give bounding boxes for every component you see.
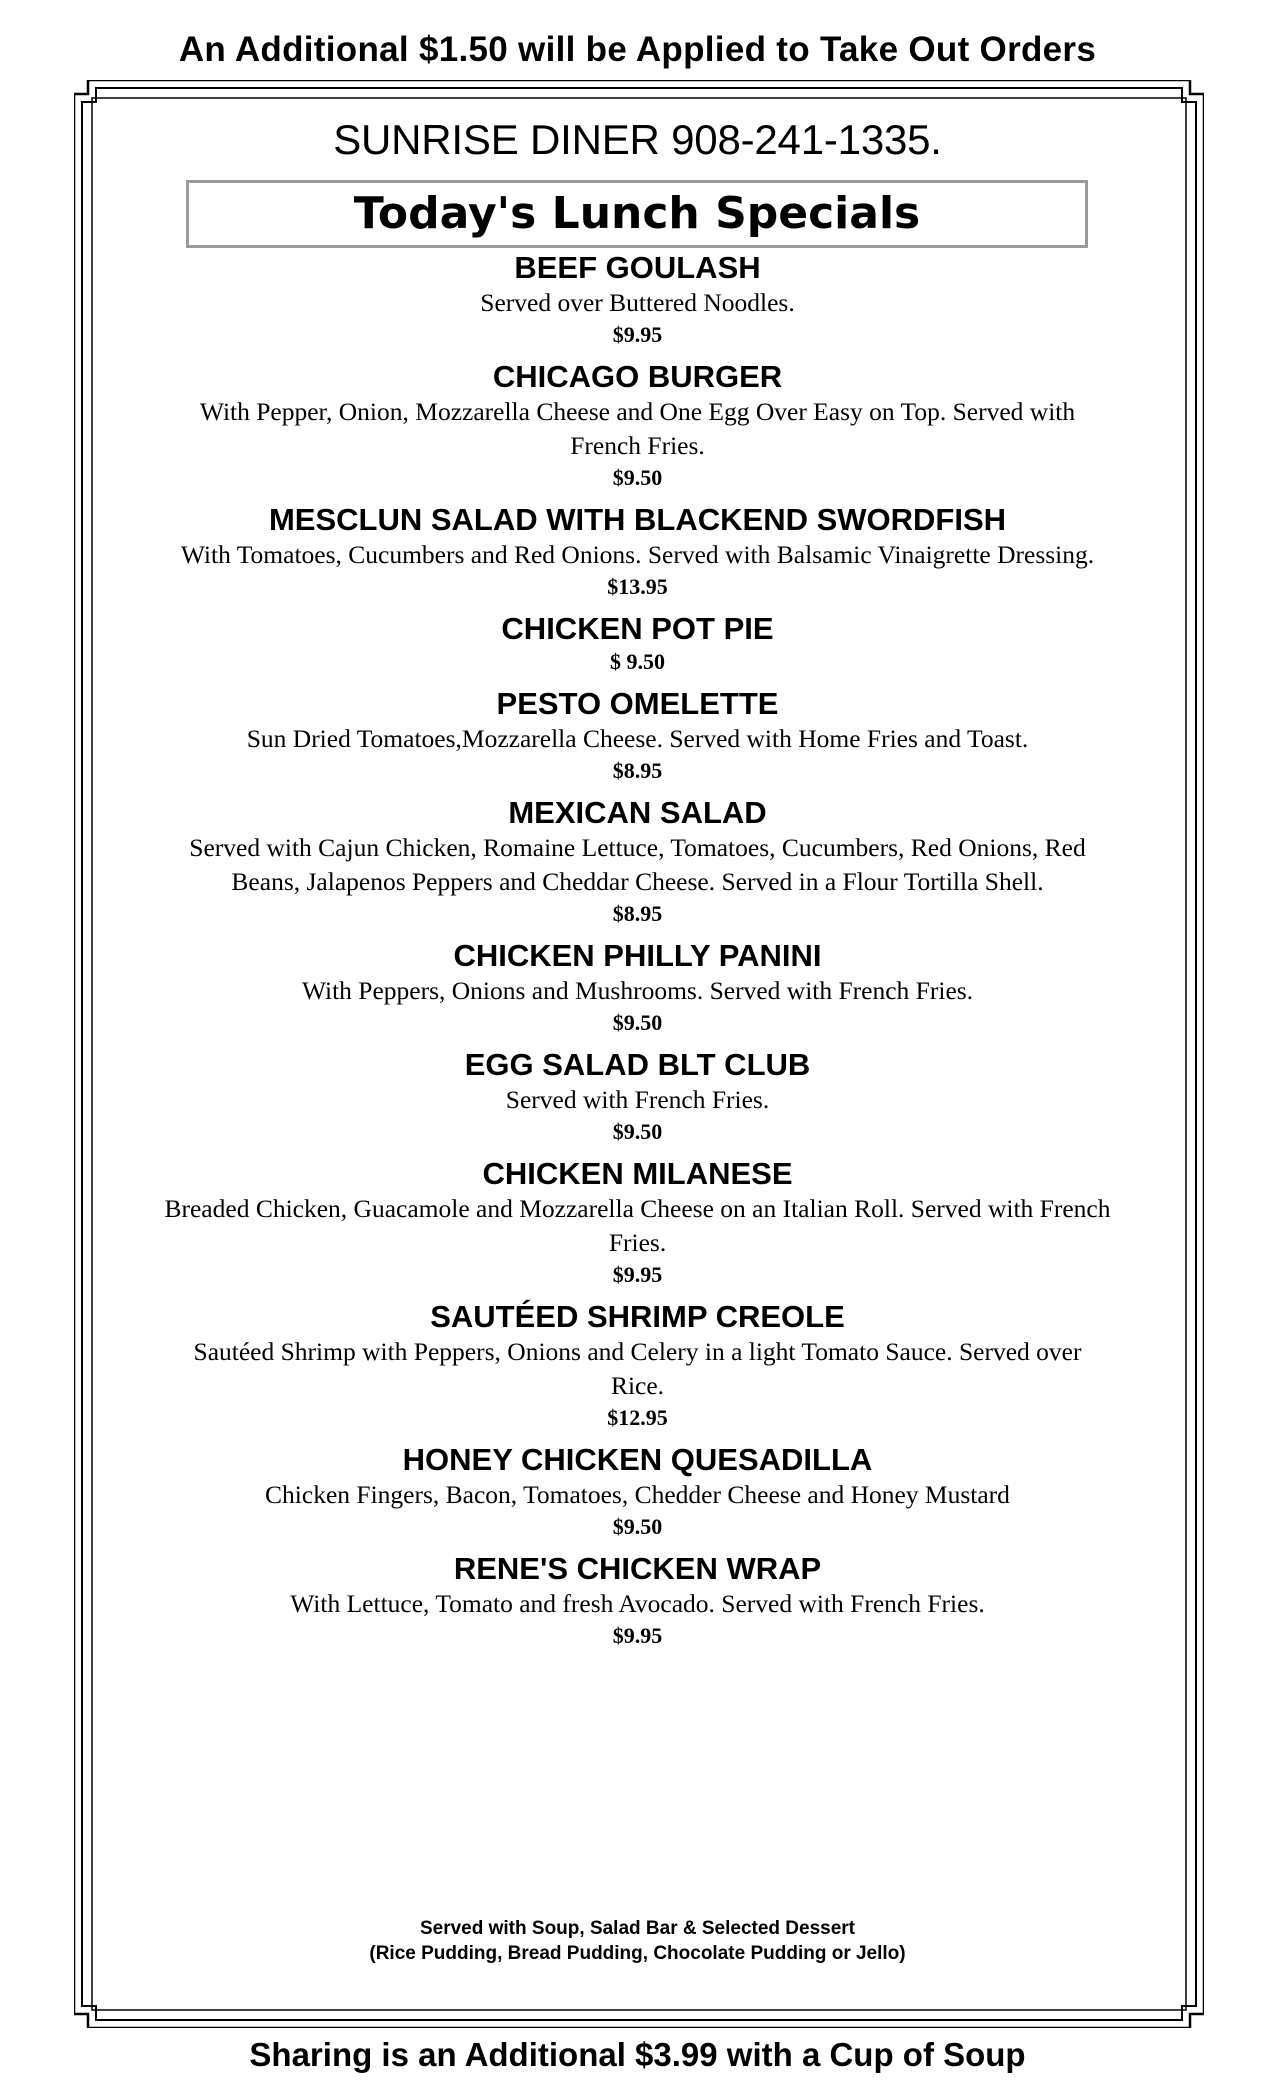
menu-item [150, 250, 1125, 350]
menu-item-price: $9.95 [612, 1623, 663, 1648]
menu-item-name: PESTO OMELETTE [496, 686, 779, 721]
included-sides-line1: Served with Soup, Salad Bar & Selected Dessert [419, 1918, 856, 1939]
specials-title-box [186, 180, 1088, 248]
menu-item [150, 1047, 1125, 1147]
menu-item-name: EGG SALAD BLT CLUB [464, 1047, 811, 1082]
menu-item [150, 611, 1125, 677]
menu-item-price: $8.95 [612, 901, 663, 926]
menu-item-description: Served over Buttered Noodles. [480, 288, 795, 317]
menu-item-price: $9.50 [612, 1119, 663, 1144]
menu-item-name: BEEF GOULASH [514, 250, 761, 285]
menu-item-description: With Peppers, Onions and Mushrooms. Served with French Fries. [301, 976, 974, 1005]
menu-item [150, 502, 1125, 602]
menu-item [150, 795, 1125, 929]
included-sides-line2: (Rice Pudding, Bread Pudding, Chocolate Pudding or Jello) [369, 1943, 906, 1964]
menu-item-price: $9.50 [612, 1514, 663, 1539]
menu-item-price: $13.95 [607, 574, 668, 599]
sharing-notice: Sharing is an Additional $3.99 with a Cup of Soup [249, 2036, 1026, 2073]
menu-item-price: $9.95 [612, 322, 663, 347]
menu-item-description: With Pepper, Onion, Mozzarella Cheese and One Egg Over Easy on Top. Served with French Fries. [199, 397, 1076, 460]
menu-item-price: $ 9.50 [610, 649, 665, 674]
menu-item-description: Served with Cajun Chicken, Romaine Lettuce, Tomatoes, Cucumbers, Red Onions, Red Beans, Jalapenos Peppers and Cheddar Cheese. Served in a Flour Tortilla Shell. [189, 833, 1086, 896]
menu-item-price: $9.50 [612, 465, 663, 490]
menu-item-price: $9.95 [612, 1262, 663, 1287]
menu-item [150, 938, 1125, 1038]
menu-item-name: MEXICAN SALAD [508, 795, 767, 830]
menu-item-name: CHICKEN POT PIE [501, 611, 774, 646]
included-sides-note [0, 1916, 1275, 1966]
menu-item-name: SAUTÉED SHRIMP CREOLE [430, 1299, 845, 1334]
menu-item-description: Chicken Fingers, Bacon, Tomatoes, Chedder Cheese and Honey Mustard [265, 1480, 1010, 1509]
takeout-notice: An Additional $1.50 will be Applied to Take Out Orders [178, 30, 1097, 69]
menu-item-price: $8.95 [612, 758, 663, 783]
menu-item-name: CHICKEN PHILLY PANINI [453, 938, 822, 973]
menu-item-description: Served with French Fries. [505, 1085, 770, 1114]
menu-item-name: HONEY CHICKEN QUESADILLA [402, 1442, 873, 1477]
menu-item [150, 1156, 1125, 1290]
menu-item [150, 1299, 1125, 1433]
restaurant-name-phone: SUNRISE DINER 908-241-1335. [333, 116, 942, 163]
menu-item-description: With Lettuce, Tomato and fresh Avocado. Served with French Fries. [290, 1589, 985, 1618]
menu-item-price: $12.95 [607, 1405, 668, 1430]
menu-item-description: Breaded Chicken, Guacamole and Mozzarella Cheese on an Italian Roll. Served with French Fries. [164, 1194, 1111, 1257]
menu-item-name: CHICAGO BURGER [492, 359, 783, 394]
menu-item-description: Sun Dried Tomatoes,Mozzarella Cheese. Served with Home Fries and Toast. [246, 724, 1029, 753]
menu-item-name: RENE'S CHICKEN WRAP [453, 1551, 822, 1586]
menu-item [150, 1442, 1125, 1542]
menu-item [150, 686, 1125, 786]
menu-item [150, 1551, 1125, 1651]
specials-list [150, 250, 1125, 1660]
menu-item [150, 359, 1125, 493]
menu-item-name: CHICKEN MILANESE [482, 1156, 793, 1191]
menu-item-description: With Tomatoes, Cucumbers and Red Onions. Served with Balsamic Vinaigrette Dressing. [180, 540, 1095, 569]
menu-item-price: $9.50 [612, 1010, 663, 1035]
menu-item-description: Sautéed Shrimp with Peppers, Onions and Celery in a light Tomato Sauce. Served over Rice. [193, 1337, 1082, 1400]
specials-title: Today's Lunch Specials [353, 188, 921, 239]
menu-item-name: MESCLUN SALAD WITH BLACKEND SWORDFISH [268, 502, 1007, 537]
